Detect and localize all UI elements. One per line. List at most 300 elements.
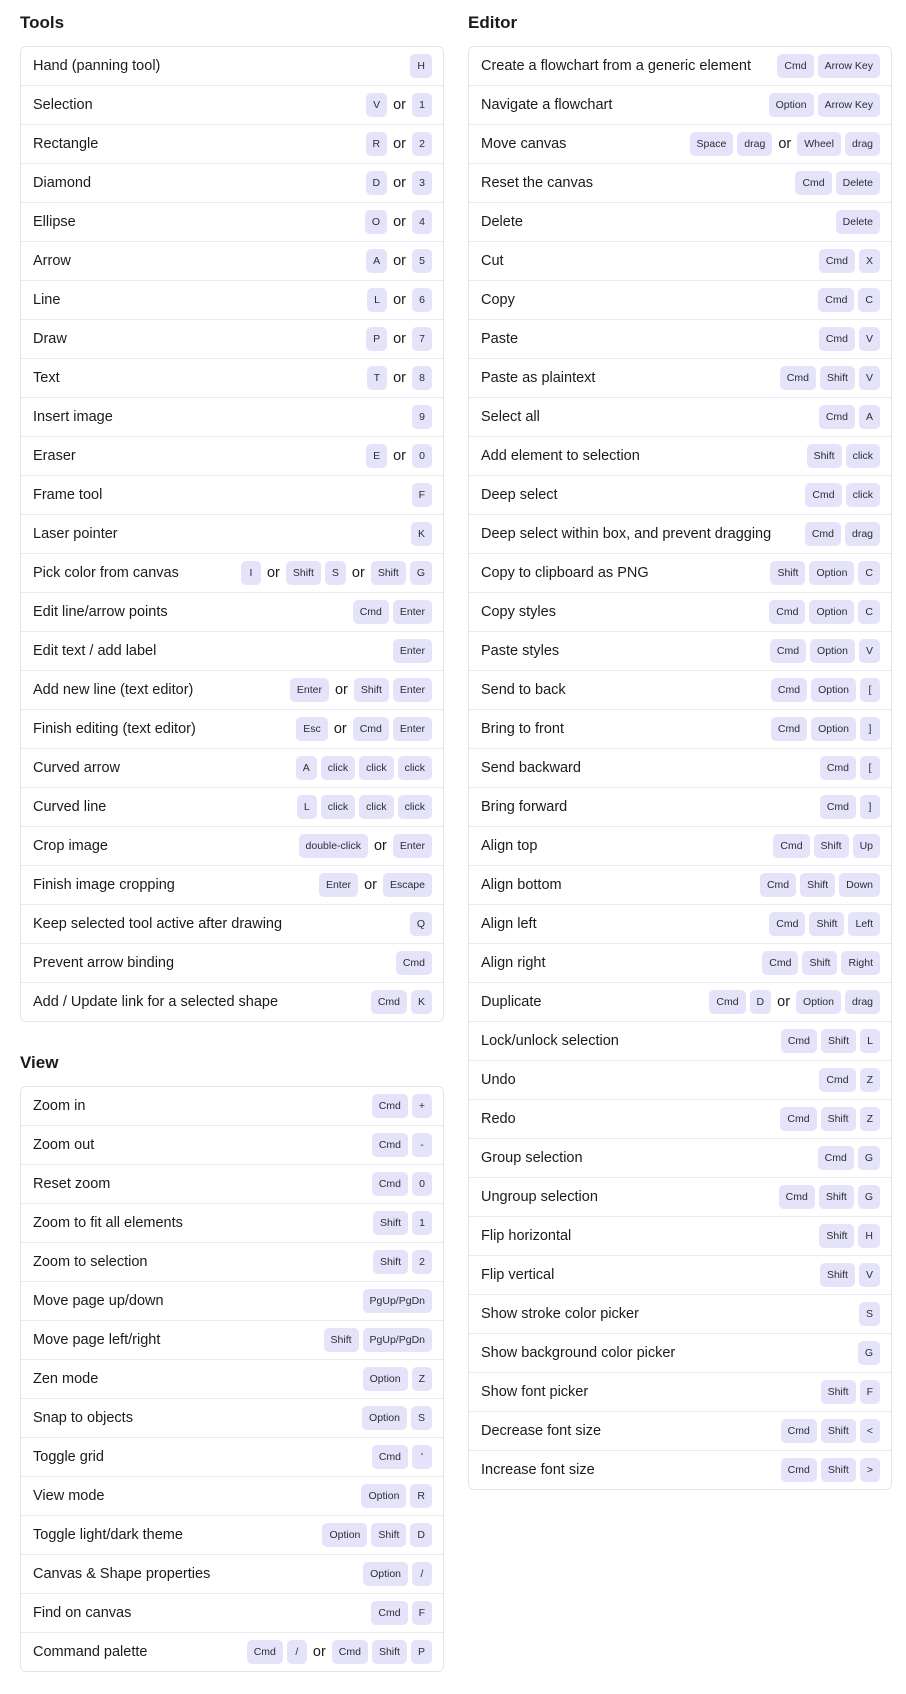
shortcut-label: Zen mode bbox=[33, 1371, 99, 1387]
key-badge: G bbox=[410, 561, 432, 585]
key-badge: T bbox=[367, 366, 387, 390]
key-badge: click bbox=[398, 756, 432, 780]
shortcut-row bbox=[469, 397, 891, 436]
shortcut-row bbox=[469, 1294, 891, 1333]
key-badge: Cmd bbox=[781, 1029, 817, 1053]
shortcut-label: Curved arrow bbox=[33, 760, 121, 776]
shortcut-row bbox=[21, 1203, 443, 1242]
shortcut-row bbox=[21, 202, 443, 241]
key-badge: Enter bbox=[290, 678, 329, 702]
shortcut-label: Add / Update link for a selected shape bbox=[33, 994, 279, 1010]
key-badge: Cmd bbox=[353, 717, 389, 741]
key-badge: Cmd bbox=[769, 600, 805, 624]
shortcut-row bbox=[469, 280, 891, 319]
shortcut-label: Bring to front bbox=[481, 721, 565, 737]
editor-title: Editor bbox=[468, 13, 518, 32]
or-separator: or bbox=[393, 370, 406, 386]
shortcut-keys bbox=[296, 756, 432, 780]
key-badge: [ bbox=[860, 756, 880, 780]
shortcut-label: Prevent arrow binding bbox=[33, 955, 175, 971]
shortcut-row bbox=[469, 826, 891, 865]
shortcut-label: Align top bbox=[481, 838, 538, 854]
key-badge: L bbox=[860, 1029, 880, 1053]
shortcut-label: Show background color picker bbox=[481, 1345, 676, 1361]
key-badge: 8 bbox=[412, 366, 432, 390]
key-badge: D bbox=[366, 171, 388, 195]
key-badge: S bbox=[859, 1302, 880, 1326]
shortcut-keys bbox=[361, 1484, 432, 1508]
key-badge: Shift bbox=[373, 1250, 408, 1274]
shortcut-row bbox=[469, 1333, 891, 1372]
shortcut-keys bbox=[365, 210, 432, 234]
key-badge: Cmd bbox=[779, 1185, 815, 1209]
shortcut-label: Finish editing (text editor) bbox=[33, 721, 196, 737]
key-badge: Option bbox=[769, 93, 814, 117]
key-badge: 9 bbox=[412, 405, 432, 429]
shortcut-label: Redo bbox=[481, 1111, 516, 1127]
shortcut-row bbox=[21, 709, 443, 748]
shortcut-keys bbox=[777, 54, 880, 78]
shortcut-row bbox=[469, 1216, 891, 1255]
shortcut-row bbox=[469, 241, 891, 280]
key-badge: H bbox=[858, 1224, 880, 1248]
key-badge: drag bbox=[845, 990, 880, 1014]
key-badge: I bbox=[241, 561, 261, 585]
key-badge: Cmd bbox=[780, 1107, 816, 1131]
shortcut-keys bbox=[819, 249, 880, 273]
shortcut-keys bbox=[411, 522, 432, 546]
key-badge: Left bbox=[848, 912, 880, 936]
key-badge: A bbox=[296, 756, 317, 780]
shortcut-row bbox=[469, 787, 891, 826]
shortcut-keys bbox=[241, 561, 432, 585]
key-badge: Cmd bbox=[781, 1458, 817, 1482]
tools-title: Tools bbox=[20, 13, 65, 32]
key-badge: Arrow Key bbox=[818, 54, 880, 78]
shortcut-label: Deep select within box, and prevent dragging bbox=[481, 526, 772, 542]
shortcut-label: Zoom out bbox=[33, 1137, 95, 1153]
shortcut-row bbox=[469, 1021, 891, 1060]
shortcut-keys bbox=[709, 990, 880, 1014]
shortcut-label: Arrow bbox=[33, 253, 71, 269]
key-badge: / bbox=[412, 1562, 432, 1586]
shortcut-row bbox=[469, 202, 891, 241]
key-badge: Shift bbox=[286, 561, 321, 585]
shortcut-row bbox=[21, 1164, 443, 1203]
key-badge: Option bbox=[811, 717, 856, 741]
shortcut-label: Duplicate bbox=[481, 994, 542, 1010]
shortcut-row bbox=[21, 436, 443, 475]
shortcut-row bbox=[469, 553, 891, 592]
tools-section bbox=[20, 10, 444, 1022]
shortcut-row bbox=[469, 1060, 891, 1099]
shortcut-keys bbox=[373, 1211, 432, 1235]
shortcut-keys bbox=[805, 522, 880, 546]
key-badge: drag bbox=[845, 522, 880, 546]
shortcut-keys bbox=[366, 171, 433, 195]
key-badge: Q bbox=[410, 912, 432, 936]
key-badge: Z bbox=[860, 1107, 880, 1131]
key-badge: Cmd bbox=[777, 54, 813, 78]
shortcut-keys bbox=[771, 678, 880, 702]
shortcut-row bbox=[21, 1320, 443, 1359]
tools-list bbox=[20, 46, 444, 1022]
shortcut-row bbox=[21, 787, 443, 826]
shortcut-label: Command palette bbox=[33, 1644, 148, 1660]
shortcut-label: Reset zoom bbox=[33, 1176, 111, 1192]
shortcut-keys bbox=[410, 912, 432, 936]
key-badge: Z bbox=[412, 1367, 432, 1391]
shortcut-row bbox=[469, 1372, 891, 1411]
shortcut-label: Add element to selection bbox=[481, 448, 640, 464]
key-badge: Cmd bbox=[818, 288, 854, 312]
shortcut-row bbox=[469, 982, 891, 1021]
shortcut-keys bbox=[363, 1367, 432, 1391]
shortcut-row bbox=[469, 904, 891, 943]
shortcut-keys bbox=[819, 405, 880, 429]
key-badge: C bbox=[858, 561, 880, 585]
key-badge: Option bbox=[363, 1562, 408, 1586]
key-badge: C bbox=[858, 600, 880, 624]
shortcut-label: Group selection bbox=[481, 1150, 583, 1166]
key-badge: Cmd bbox=[762, 951, 798, 975]
shortcut-label: Pick color from canvas bbox=[33, 565, 179, 581]
shortcut-row bbox=[21, 1593, 443, 1632]
key-badge: click bbox=[359, 795, 393, 819]
shortcut-keys bbox=[781, 1419, 880, 1443]
shortcut-keys bbox=[859, 1302, 880, 1326]
shortcut-keys bbox=[779, 1185, 880, 1209]
shortcut-row bbox=[21, 943, 443, 982]
key-badge: Arrow Key bbox=[818, 93, 880, 117]
shortcut-row bbox=[469, 1450, 891, 1489]
key-badge: Cmd bbox=[780, 366, 816, 390]
shortcut-keys bbox=[373, 1250, 432, 1274]
key-badge: V bbox=[859, 327, 880, 351]
shortcut-keys bbox=[324, 1328, 432, 1352]
shortcut-row bbox=[21, 319, 443, 358]
shortcut-keys bbox=[805, 483, 880, 507]
shortcut-row bbox=[469, 748, 891, 787]
shortcut-label: Diamond bbox=[33, 175, 92, 191]
shortcut-label: Text bbox=[33, 370, 60, 386]
key-badge: > bbox=[860, 1458, 880, 1482]
shortcut-keys bbox=[820, 756, 880, 780]
key-badge: Shift bbox=[809, 912, 844, 936]
shortcut-row bbox=[21, 163, 443, 202]
shortcut-label: Toggle grid bbox=[33, 1449, 104, 1465]
shortcut-keys bbox=[769, 600, 880, 624]
shortcut-row bbox=[21, 85, 443, 124]
shortcut-keys bbox=[371, 990, 432, 1014]
shortcut-keys bbox=[412, 405, 432, 429]
or-separator: or bbox=[266, 565, 280, 581]
shortcut-keys bbox=[396, 951, 432, 975]
key-badge: Cmd bbox=[709, 990, 745, 1014]
shortcut-row bbox=[21, 514, 443, 553]
shortcut-label: Zoom in bbox=[33, 1098, 86, 1114]
key-badge: Shift bbox=[821, 1419, 856, 1443]
key-badge: Cmd bbox=[372, 1094, 408, 1118]
shortcut-row bbox=[21, 631, 443, 670]
shortcut-label: Copy styles bbox=[481, 604, 556, 620]
view-title: View bbox=[20, 1053, 59, 1072]
shortcut-label: Align bottom bbox=[481, 877, 562, 893]
shortcut-label: Insert image bbox=[33, 409, 113, 425]
shortcut-keys bbox=[366, 249, 432, 273]
shortcut-keys bbox=[858, 1341, 880, 1365]
key-badge: Cmd bbox=[820, 756, 856, 780]
key-badge: O bbox=[365, 210, 387, 234]
shortcut-label: Reset the canvas bbox=[481, 175, 594, 191]
key-badge: Cmd bbox=[760, 873, 796, 897]
shortcut-row bbox=[21, 47, 443, 85]
key-badge: click bbox=[846, 444, 880, 468]
shortcut-label: Paste as plaintext bbox=[481, 370, 596, 386]
shortcut-label: Move canvas bbox=[481, 136, 567, 152]
shortcut-keys bbox=[820, 1263, 880, 1287]
key-badge: Shift bbox=[800, 873, 835, 897]
shortcut-row bbox=[21, 1554, 443, 1593]
key-badge: V bbox=[859, 366, 880, 390]
shortcut-label: Send to back bbox=[481, 682, 566, 698]
key-badge: Enter bbox=[319, 873, 358, 897]
or-separator: or bbox=[373, 838, 387, 854]
key-badge: Escape bbox=[383, 873, 432, 897]
key-badge: click bbox=[321, 756, 355, 780]
key-badge: Shift bbox=[821, 1107, 856, 1131]
shortcut-label: Find on canvas bbox=[33, 1605, 132, 1621]
view-section bbox=[20, 1050, 444, 1672]
view-list bbox=[20, 1086, 444, 1672]
key-badge: X bbox=[859, 249, 880, 273]
shortcut-keys bbox=[366, 93, 432, 117]
key-badge: Cmd bbox=[819, 1068, 855, 1092]
shortcut-label: Show stroke color picker bbox=[481, 1306, 639, 1322]
key-badge: L bbox=[367, 288, 387, 312]
key-badge: ] bbox=[860, 795, 880, 819]
key-badge: Shift bbox=[371, 561, 406, 585]
key-badge: Cmd bbox=[372, 1133, 408, 1157]
key-badge: Up bbox=[853, 834, 880, 858]
key-badge: Cmd bbox=[332, 1640, 368, 1664]
shortcut-label: Align left bbox=[481, 916, 537, 932]
shortcut-label: Zoom to selection bbox=[33, 1254, 148, 1270]
shortcut-row bbox=[469, 1255, 891, 1294]
shortcut-label: View mode bbox=[33, 1488, 105, 1504]
or-separator: or bbox=[777, 994, 791, 1010]
key-badge: 5 bbox=[412, 249, 432, 273]
or-separator: or bbox=[393, 136, 406, 152]
key-badge: Shift bbox=[324, 1328, 359, 1352]
shortcut-label: Lock/unlock selection bbox=[481, 1033, 619, 1049]
key-badge: 2 bbox=[412, 1250, 432, 1274]
key-badge: ' bbox=[412, 1445, 432, 1469]
key-badge: V bbox=[366, 93, 387, 117]
key-badge: < bbox=[860, 1419, 880, 1443]
key-badge: Cmd bbox=[819, 249, 855, 273]
key-badge: ] bbox=[860, 717, 880, 741]
shortcut-row bbox=[469, 1099, 891, 1138]
shortcut-label: Curved line bbox=[33, 799, 107, 815]
key-badge: G bbox=[858, 1341, 880, 1365]
or-separator: or bbox=[393, 214, 406, 230]
shortcut-keys bbox=[371, 1601, 432, 1625]
key-badge: Cmd bbox=[771, 717, 807, 741]
shortcut-keys bbox=[372, 1094, 432, 1118]
key-badge: click bbox=[846, 483, 880, 507]
shortcut-row bbox=[21, 1398, 443, 1437]
key-badge: 6 bbox=[412, 288, 432, 312]
key-badge: 0 bbox=[412, 1172, 432, 1196]
shortcut-label: Snap to objects bbox=[33, 1410, 133, 1426]
key-badge: E bbox=[366, 444, 387, 468]
key-badge: Enter bbox=[393, 678, 432, 702]
key-badge: - bbox=[412, 1133, 432, 1157]
key-badge: 2 bbox=[412, 132, 432, 156]
shortcut-row bbox=[469, 709, 891, 748]
shortcut-row bbox=[469, 670, 891, 709]
shortcut-label: Keep selected tool active after drawing bbox=[33, 916, 283, 932]
key-badge: [ bbox=[860, 678, 880, 702]
key-badge: Cmd bbox=[805, 522, 841, 546]
key-badge: Cmd bbox=[805, 483, 841, 507]
key-badge: V bbox=[859, 1263, 880, 1287]
shortcut-row bbox=[21, 1125, 443, 1164]
key-badge: Shift bbox=[770, 561, 805, 585]
shortcut-label: Crop image bbox=[33, 838, 108, 854]
key-badge: A bbox=[366, 249, 387, 273]
key-badge: Shift bbox=[354, 678, 389, 702]
shortcut-keys bbox=[372, 1133, 432, 1157]
shortcut-keys bbox=[770, 561, 880, 585]
shortcut-label: Laser pointer bbox=[33, 526, 118, 542]
key-badge: click bbox=[398, 795, 432, 819]
shortcut-row bbox=[21, 358, 443, 397]
key-badge: / bbox=[287, 1640, 307, 1664]
or-separator: or bbox=[393, 175, 406, 191]
shortcut-keys bbox=[297, 795, 432, 819]
shortcut-row bbox=[21, 1281, 443, 1320]
shortcut-row bbox=[469, 943, 891, 982]
or-separator: or bbox=[393, 253, 406, 269]
key-badge: Cmd bbox=[396, 951, 432, 975]
key-badge: Shift bbox=[821, 1380, 856, 1404]
shortcut-label: Frame tool bbox=[33, 487, 103, 503]
shortcut-label: Rectangle bbox=[33, 136, 99, 152]
shortcut-row bbox=[469, 47, 891, 85]
shortcut-keys bbox=[819, 1068, 880, 1092]
key-badge: C bbox=[858, 288, 880, 312]
shortcut-row bbox=[469, 865, 891, 904]
shortcut-keys bbox=[372, 1172, 432, 1196]
shortcut-keys bbox=[836, 210, 880, 234]
shortcut-row bbox=[21, 397, 443, 436]
shortcut-keys bbox=[769, 93, 880, 117]
shortcut-keys bbox=[363, 1289, 432, 1313]
key-badge: + bbox=[412, 1094, 432, 1118]
shortcut-keys bbox=[393, 639, 432, 663]
key-badge: Down bbox=[839, 873, 880, 897]
key-badge: F bbox=[412, 483, 432, 507]
shortcut-label: Move page up/down bbox=[33, 1293, 164, 1309]
shortcut-label: Show font picker bbox=[481, 1384, 589, 1400]
key-badge: Esc bbox=[296, 717, 328, 741]
shortcut-row bbox=[469, 124, 891, 163]
shortcut-label: Navigate a flowchart bbox=[481, 97, 613, 113]
shortcut-keys bbox=[771, 717, 880, 741]
key-badge: Shift bbox=[821, 1458, 856, 1482]
key-badge: Cmd bbox=[372, 1445, 408, 1469]
or-separator: or bbox=[393, 448, 406, 464]
or-separator: or bbox=[393, 292, 406, 308]
key-badge: Cmd bbox=[795, 171, 831, 195]
shortcut-label: Toggle light/dark theme bbox=[33, 1527, 183, 1543]
or-separator: or bbox=[393, 97, 406, 113]
or-separator: or bbox=[333, 721, 347, 737]
key-badge: Option bbox=[810, 639, 855, 663]
shortcut-keys bbox=[290, 678, 432, 702]
shortcut-keys bbox=[770, 639, 880, 663]
shortcut-row bbox=[21, 124, 443, 163]
shortcut-keys bbox=[780, 1107, 880, 1131]
key-badge: Shift bbox=[820, 366, 855, 390]
shortcut-keys bbox=[781, 1458, 880, 1482]
key-badge: P bbox=[411, 1640, 432, 1664]
key-badge: R bbox=[366, 132, 388, 156]
shortcut-row bbox=[469, 1177, 891, 1216]
shortcut-keys bbox=[819, 327, 880, 351]
shortcut-label: Increase font size bbox=[481, 1462, 595, 1478]
key-badge: Shift bbox=[807, 444, 842, 468]
key-badge: Enter bbox=[393, 600, 432, 624]
key-badge: L bbox=[297, 795, 317, 819]
shortcut-label: Undo bbox=[481, 1072, 516, 1088]
key-badge: Enter bbox=[393, 639, 432, 663]
shortcut-keys bbox=[367, 366, 432, 390]
shortcut-keys bbox=[820, 795, 880, 819]
key-badge: 4 bbox=[412, 210, 432, 234]
shortcut-label: Move page left/right bbox=[33, 1332, 161, 1348]
key-badge: Option bbox=[809, 561, 854, 585]
shortcut-label: Flip vertical bbox=[481, 1267, 555, 1283]
shortcut-row bbox=[21, 826, 443, 865]
key-badge: K bbox=[411, 522, 432, 546]
shortcut-label: Send backward bbox=[481, 760, 581, 776]
shortcut-label: Finish image cropping bbox=[33, 877, 175, 893]
shortcut-label: Copy to clipboard as PNG bbox=[481, 565, 649, 581]
key-badge: A bbox=[859, 405, 880, 429]
key-badge: Option bbox=[809, 600, 854, 624]
key-badge: Option bbox=[322, 1523, 367, 1547]
shortcut-keys bbox=[296, 717, 432, 741]
key-badge: R bbox=[410, 1484, 432, 1508]
shortcut-label: Eraser bbox=[33, 448, 76, 464]
shortcut-label: Edit text / add label bbox=[33, 643, 157, 659]
key-badge: Cmd bbox=[773, 834, 809, 858]
shortcut-row bbox=[21, 475, 443, 514]
key-badge: Cmd bbox=[372, 1172, 408, 1196]
key-badge: double-click bbox=[299, 834, 368, 858]
shortcut-keys bbox=[818, 288, 880, 312]
key-badge: PgUp/PgDn bbox=[363, 1328, 432, 1352]
key-badge: Cmd bbox=[770, 639, 806, 663]
shortcut-label: Edit line/arrow points bbox=[33, 604, 168, 620]
shortcut-label: Flip horizontal bbox=[481, 1228, 572, 1244]
shortcut-keys bbox=[247, 1640, 432, 1664]
key-badge: Option bbox=[811, 678, 856, 702]
key-badge: Cmd bbox=[818, 1146, 854, 1170]
